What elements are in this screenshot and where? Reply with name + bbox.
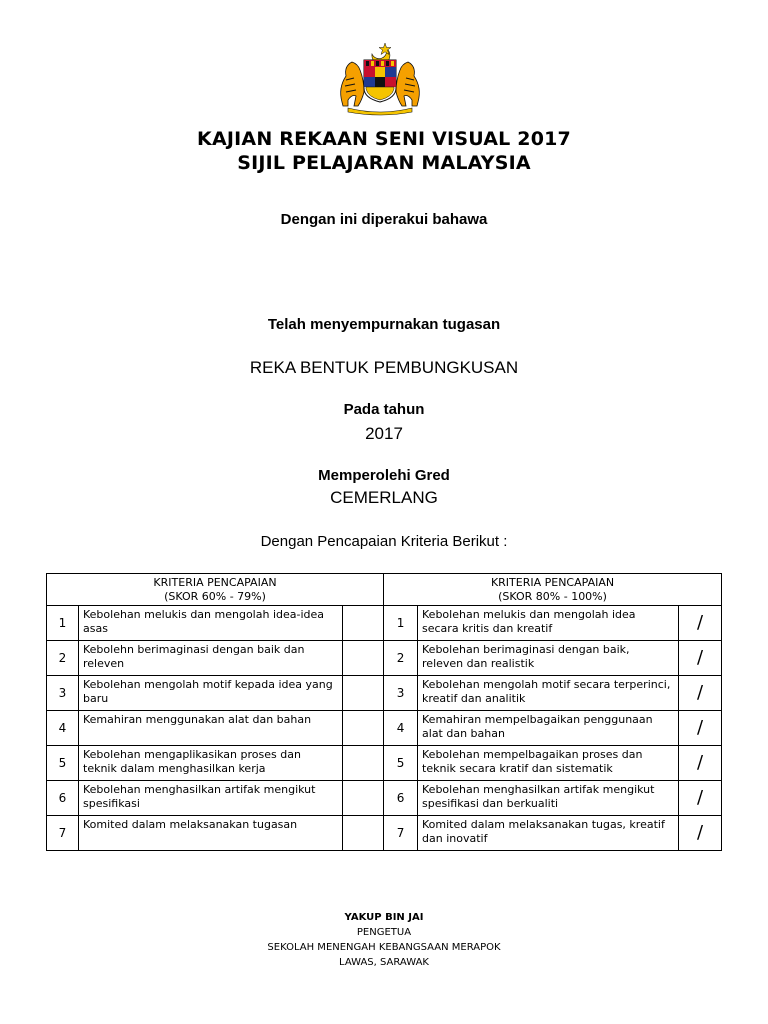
left-header-title: KRITERIA PENCAPAIAN <box>153 576 277 589</box>
left-mark <box>343 711 384 746</box>
completed-label: Telah menyempurnakan tugasan <box>267 316 501 333</box>
table-row <box>47 641 722 676</box>
left-criterion: Kebolehan mengaplikasikan proses dan teknik dalam menghasilkan kerja <box>79 746 343 781</box>
right-criterion: Kebolehan mengolah motif secara terperinci, kreatif dan analitik <box>418 676 679 711</box>
left-row-number: 1 <box>47 606 79 641</box>
left-criterion: Kebolehn berimaginasi dengan baik dan releven <box>79 641 343 676</box>
grade-value: CEMERLANG <box>330 488 438 507</box>
right-mark: / <box>679 746 722 781</box>
left-criterion: Kebolehan melukis dan mengolah idea-idea asas <box>79 606 343 641</box>
left-mark <box>343 641 384 676</box>
right-criteria-header <box>384 574 722 606</box>
table-row <box>47 746 722 781</box>
year-label: Pada tahun <box>343 401 425 418</box>
left-row-number: 2 <box>47 641 79 676</box>
left-mark <box>343 676 384 711</box>
left-mark <box>343 746 384 781</box>
right-row-number: 6 <box>384 781 418 816</box>
table-row <box>47 781 722 816</box>
left-row-number: 4 <box>47 711 79 746</box>
coat-of-arms-icon <box>328 40 432 116</box>
left-header-range: (SKOR 60% - 79%) <box>164 590 266 603</box>
right-criterion: Kebolehan berimaginasi dengan baik, releven dan realistik <box>418 641 679 676</box>
left-criterion: Komited dalam melaksanakan tugasan <box>79 816 343 851</box>
table-row <box>47 606 722 641</box>
right-row-number: 5 <box>384 746 418 781</box>
left-criterion: Kebolehan menghasilkan artifak mengikut spesifikasi <box>79 781 343 816</box>
left-criteria-header <box>47 574 384 606</box>
left-criterion: Kemahiran menggunakan alat dan bahan <box>79 711 343 746</box>
right-row-number: 3 <box>384 676 418 711</box>
year-value: 2017 <box>365 424 403 443</box>
right-mark: / <box>679 816 722 851</box>
certify-text: Dengan ini diperakui bahawa <box>280 211 488 228</box>
right-criterion: Kebolehan melukis dan mengolah idea secara kritis dan kreatif <box>418 606 679 641</box>
right-row-number: 4 <box>384 711 418 746</box>
table-row <box>47 711 722 746</box>
right-header-title: KRITERIA PENCAPAIAN <box>490 576 615 589</box>
principal-position: PENGETUA <box>356 927 412 938</box>
right-criterion: Kebolehan menghasilkan artifak mengikut spesifikasi dan berkualiti <box>418 781 679 816</box>
left-row-number: 6 <box>47 781 79 816</box>
grade-label: Memperolehi Gred <box>318 467 450 484</box>
left-row-number: 5 <box>47 746 79 781</box>
right-row-number: 7 <box>384 816 418 851</box>
right-criterion: Komited dalam melaksanakan tugas, kreatif dan inovatif <box>418 816 679 851</box>
left-mark <box>343 781 384 816</box>
left-row-number: 7 <box>47 816 79 851</box>
right-mark: / <box>679 641 722 676</box>
left-row-number: 3 <box>47 676 79 711</box>
table-row <box>47 676 722 711</box>
right-mark: / <box>679 676 722 711</box>
table-header-row <box>47 574 722 606</box>
school-location: LAWAS, SARAWAK <box>339 957 429 968</box>
table-row <box>47 816 722 851</box>
left-mark <box>343 816 384 851</box>
right-mark: / <box>679 781 722 816</box>
school-name: SEKOLAH MENENGAH KEBANGSAAN MERAPOK <box>267 942 501 953</box>
title-line-2: SIJIL PELAJARAN MALAYSIA <box>237 152 531 174</box>
title-line-1: KAJIAN REKAAN SENI VISUAL 2017 <box>197 128 571 150</box>
left-mark <box>343 606 384 641</box>
right-header-range: (SKOR 80% - 100%) <box>498 590 607 603</box>
right-row-number: 1 <box>384 606 418 641</box>
right-row-number: 2 <box>384 641 418 676</box>
left-criterion: Kebolehan mengolah motif kepada idea yang baru <box>79 676 343 711</box>
right-criterion: Kemahiran mempelbagaikan penggunaan alat dan bahan <box>418 711 679 746</box>
principal-name: YAKUP BIN JAI <box>344 912 424 923</box>
criteria-intro: Dengan Pencapaian Kriteria Berikut : <box>260 533 508 550</box>
right-criterion: Kebolehan mempelbagaikan proses dan teknik secara kratif dan sistematik <box>418 746 679 781</box>
criteria-table <box>46 573 722 851</box>
right-mark: / <box>679 711 722 746</box>
task-name: REKA BENTUK PEMBUNGKUSAN <box>249 358 519 377</box>
right-mark: / <box>679 606 722 641</box>
